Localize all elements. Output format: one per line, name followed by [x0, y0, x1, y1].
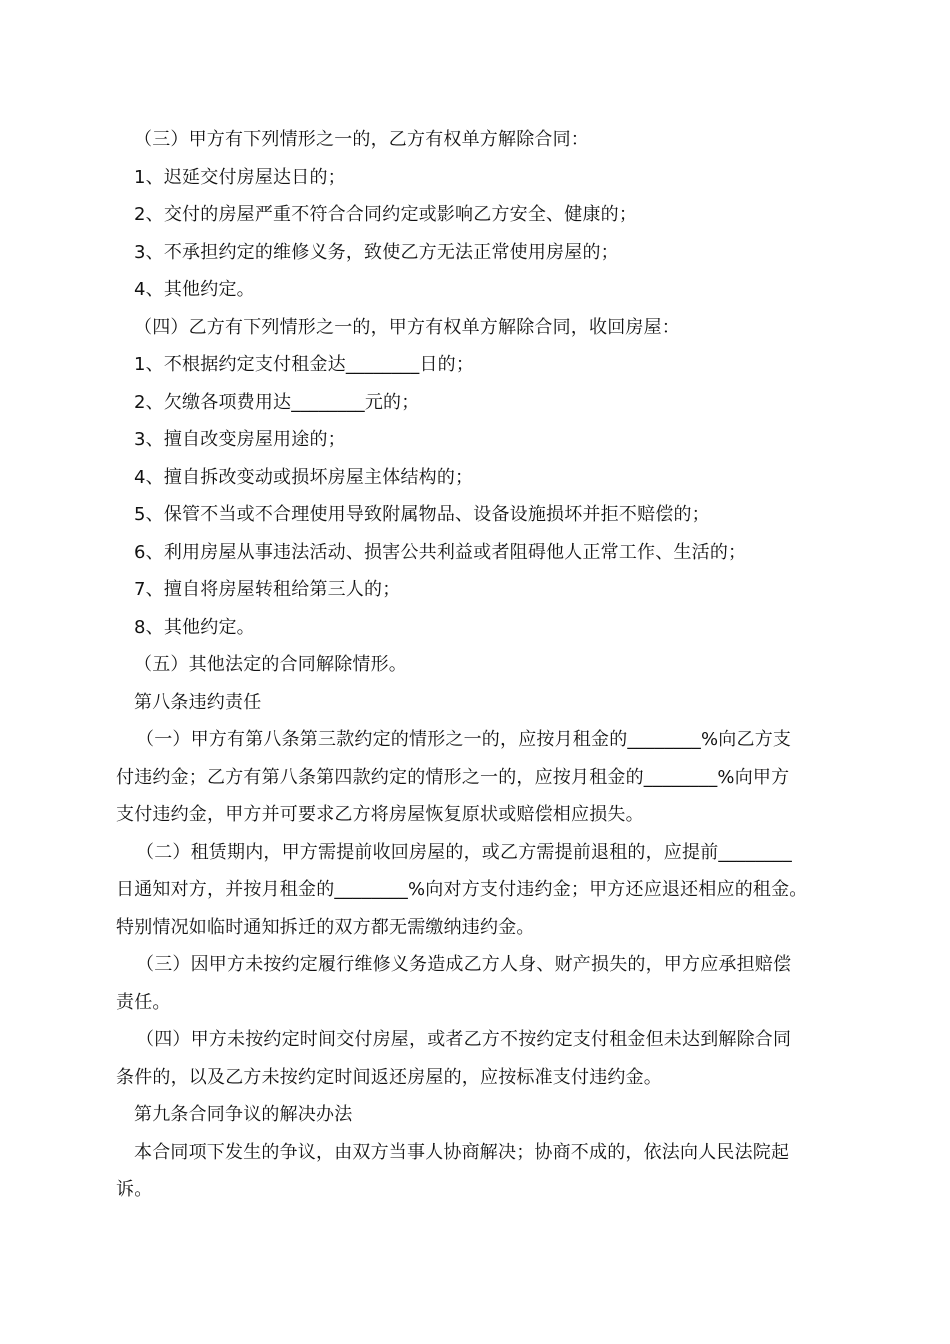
clause-3-heading: （三）甲方有下列情形之一的，乙方有权单方解除合同：: [134, 129, 589, 150]
paragraph-line: 支付违约金，甲方并可要求乙方将房屋恢复原状或赔偿相应损失。: [116, 804, 644, 825]
contract-text: [116, 121, 836, 1209]
list-item: 1、迟延交付房屋达日的；: [134, 166, 346, 188]
paragraph-line: （一）甲方有第八条第三款约定的情形之一的，应按月租金的________%向乙方支: [136, 729, 792, 750]
list-item: 3、擅自改变房屋用途的；: [134, 429, 346, 450]
list-item: 2、交付的房屋严重不符合合同约定或影响乙方安全、健康的；: [134, 204, 638, 225]
list-item: 2、欠缴各项费用达________元的；: [134, 391, 420, 413]
paragraph-line: 付违约金；乙方有第八条第四款约定的情形之一的，应按月租金的________%向甲方: [116, 766, 790, 788]
paragraph-line: 条件的，以及乙方未按约定时间返还房屋的，应按标准支付违约金。: [116, 1066, 662, 1088]
paragraph-line: 日通知对方，并按月租金的________%向对方支付违约金；甲方还应退还相应的租金。: [116, 879, 808, 900]
list-item: 4、擅自拆改变动或损坏房屋主体结构的；: [134, 466, 474, 488]
list-item: 8、其他约定。: [134, 616, 255, 638]
paragraph-line: （三）因甲方未按约定履行维修义务造成乙方人身、财产损失的，甲方应承担赔偿: [136, 954, 792, 975]
list-item: 6、利用房屋从事违法活动、损害公共利益或者阻碍他人正常工作、生活的；: [134, 541, 747, 563]
paragraph-line: 责任。: [116, 991, 171, 1013]
paragraph-line: （二）租赁期内，甲方需提前收回房屋的，或乙方需提前退租的，应提前________: [136, 841, 792, 863]
list-item: 7、擅自将房屋转租给第三人的；: [134, 579, 401, 600]
clause-4-heading: （四）乙方有下列情形之一的，甲方有权单方解除合同，收回房屋：: [134, 316, 680, 338]
list-item: 1、不根据约定支付租金达________日的；: [134, 354, 475, 375]
clause-5-heading: （五）其他法定的合同解除情形。: [134, 654, 407, 675]
list-item: 4、其他约定。: [134, 279, 255, 300]
list-item: 3、不承担约定的维修义务，致使乙方无法正常使用房屋的；: [134, 241, 619, 263]
list-item: 5、保管不当或不合理使用导致附属物品、设备设施损坏并拒不赔偿的；: [134, 504, 710, 525]
paragraph-line: 本合同项下发生的争议，由双方当事人协商解决；协商不成的，依法向人民法院起: [134, 1141, 790, 1163]
article-8-heading: 第八条违约责任: [134, 691, 262, 713]
paragraph-line: 诉。: [116, 1179, 153, 1200]
paragraph-line: 特别情况如临时通知拆迁的双方都无需缴纳违约金。: [116, 916, 535, 938]
article-9-heading: 第九条合同争议的解决办法: [134, 1104, 353, 1125]
paragraph-line: （四）甲方未按约定时间交付房屋，或者乙方不按约定支付租金但未达到解除合同: [136, 1029, 792, 1050]
